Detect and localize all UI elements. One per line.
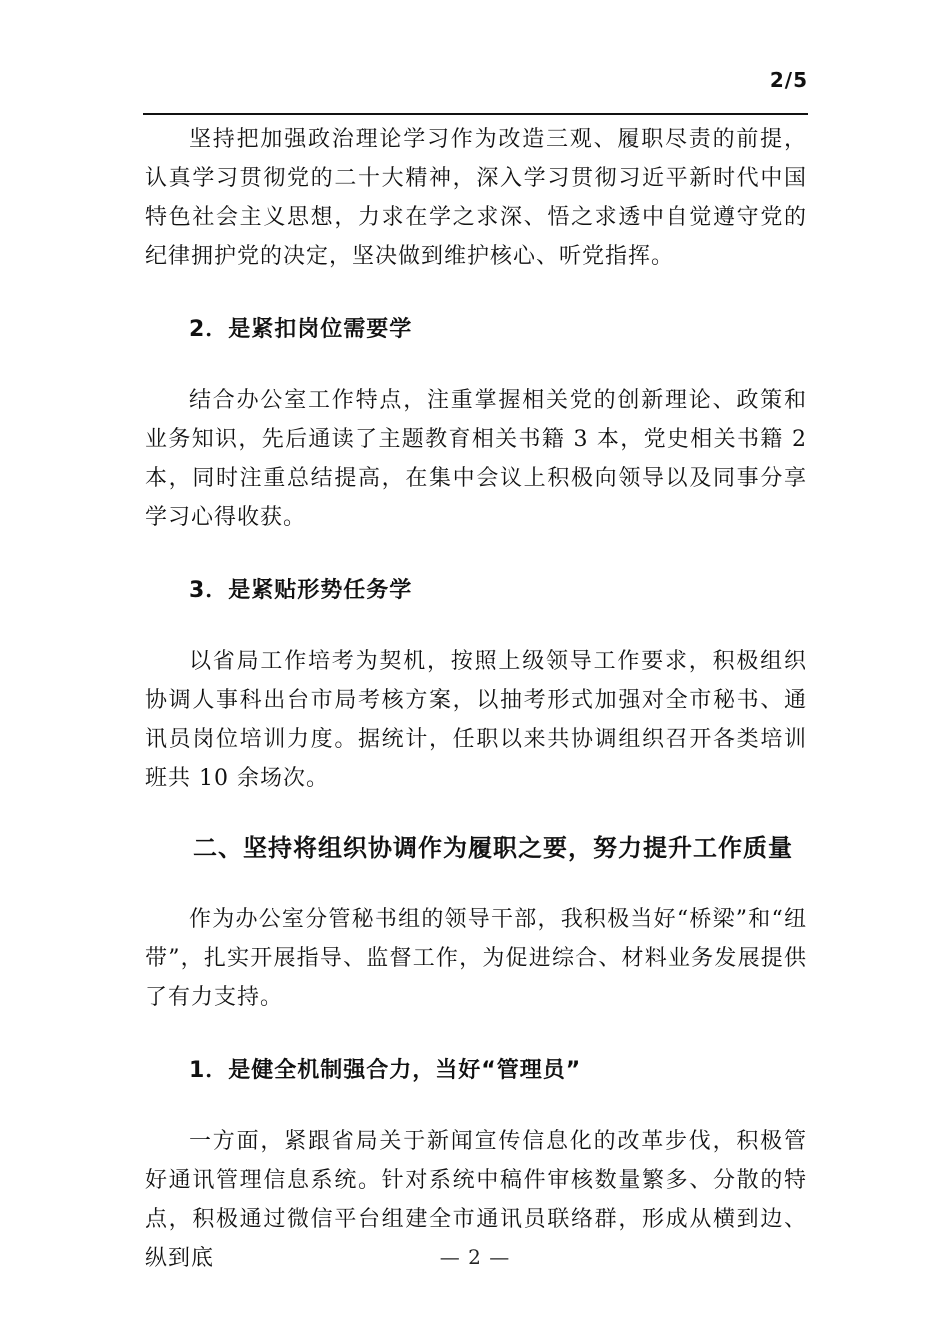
heading-job-needs: 2．是紧扣岗位需要学 bbox=[189, 317, 413, 342]
heading-situation-tasks: 3．是紧贴形势任务学 bbox=[189, 578, 413, 603]
paragraph-political-study: 坚持把加强政治理论学习作为改造三观、履职尽责的前提，认真学习贯彻党的二十大精神，深入学习贯彻习近平新时代中国特色社会主义思想，力求在学之求深、悟之求透中自觉遵守党的纪律拥护党的决定，坚决做到维护核心、听党指挥。 bbox=[145, 127, 807, 269]
page-indicator: 2/5 bbox=[769, 68, 808, 92]
document-body bbox=[145, 120, 807, 1278]
header-rule bbox=[143, 113, 808, 115]
paragraph-job-needs: 结合办公室工作特点，注重掌握相关党的创新理论、政策和业务知识，先后通读了主题教育相关书籍 3 本，党史相关书籍 2 本，同时注重总结提高，在集中会议上积极向领导以及同事分享学习心得收获。 bbox=[145, 388, 807, 530]
section-heading-coordination: 二、坚持将组织协调作为履职之要，努力提升工作质量 bbox=[193, 834, 793, 862]
paragraph-situation-tasks: 以省局工作培考为契机，按照上级领导工作要求，积极组织协调人事科出台市局考核方案，以抽考形式加强对全市秘书、通讯员岗位培训力度。据统计，任职以来共协调组织召开各类培训班共 10 余场次。 bbox=[145, 649, 807, 791]
paragraph-mechanism: 一方面，紧跟省局关于新闻宣传信息化的改革步伐，积极管好通讯管理信息系统。针对系统中稿件审核数量繁多、分散的特点，积极通过微信平台组建全市通讯员联络群，形成从横到边、纵到底 bbox=[145, 1129, 807, 1271]
heading-mechanism: 1．是健全机制强合力，当好“管理员” bbox=[189, 1058, 582, 1083]
paragraph-coordination: 作为办公室分管秘书组的领导干部，我积极当好“桥梁”和“纽带”，扎实开展指导、监督工作，为促进综合、材料业务发展提供了有力支持。 bbox=[145, 907, 807, 1010]
page-footer-number: — 2 — bbox=[439, 1245, 511, 1269]
